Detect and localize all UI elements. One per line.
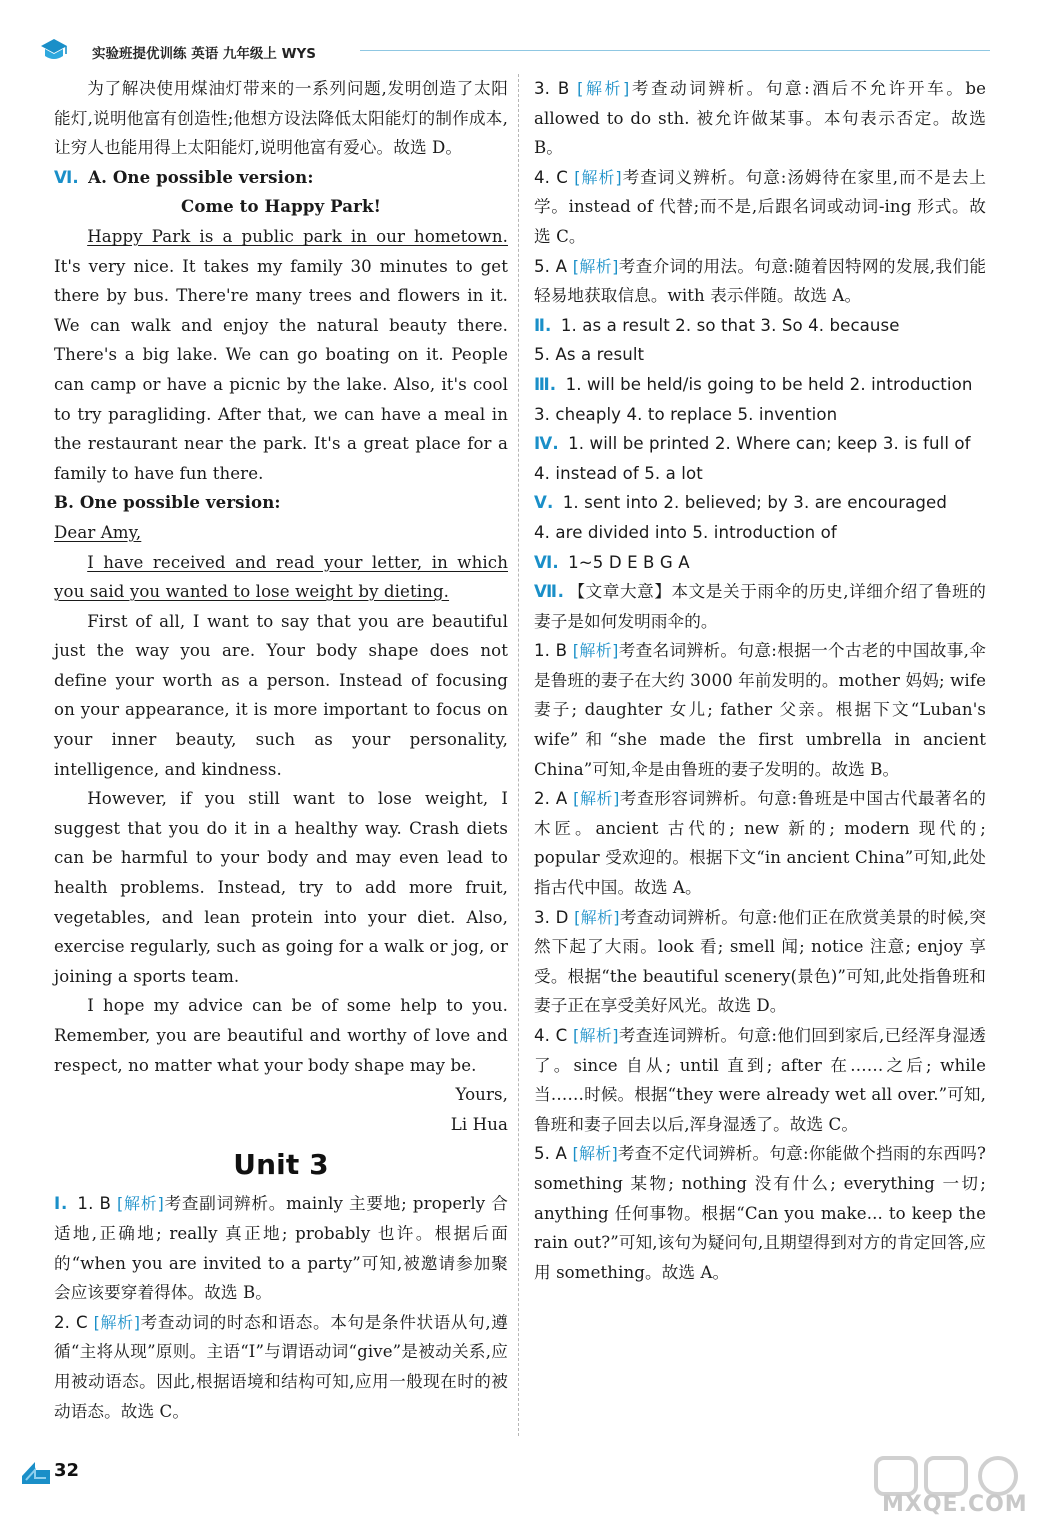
- article-summary: 【文章大意】本文是关于雨伞的历史,详细介绍了鲁班的妻子是如何发明雨伞的。: [534, 582, 986, 631]
- letter-paragraph-3: However, if you still want to lose weight, I suggest that you do it in a healthy way. Crash diets can be harmful to your body and may even lead to health problems. Instead, try to add more fruit, vegetables, and lean protein into your diet. Also, exercise regularly, such as going for a walk or jog, or joining a sports team.: [54, 789, 508, 986]
- essay-a-first-sentence: Happy Park is a public park in our hometown.: [87, 226, 508, 246]
- analysis-tag: [解析]: [574, 167, 622, 187]
- column-divider: [518, 74, 519, 1436]
- section-ii-line-2: 5. As a result: [534, 345, 645, 365]
- answer-number: 5. A: [534, 256, 568, 276]
- answer-number: 3. D: [534, 907, 569, 927]
- unit-title: Unit 3: [233, 1148, 329, 1182]
- reading-answer-2: [534, 784, 986, 902]
- section-iv-line-1: [534, 429, 986, 459]
- letter-salutation-text: Dear Amy,: [54, 522, 142, 542]
- section-vi-line: [534, 548, 986, 578]
- answer-q5: [534, 252, 986, 311]
- essay-a-body: [54, 222, 508, 488]
- analysis-text: 考查动词的时态和语态。本句是条件状语从句,遵循“主将从现”原则。主语“I”与谓语动词“give”是被动关系,应用被动语态。因此,根据语境和结构可知,应用一般现在时的被动语态。故选 C。: [54, 1312, 509, 1421]
- section-roman-numeral: Ⅶ.: [534, 582, 564, 602]
- section-iv-line-2: 4. instead of 5. a lot: [534, 463, 703, 483]
- page-number: 32: [54, 1460, 80, 1481]
- section-roman-numeral: Ⅱ.: [534, 315, 552, 335]
- answer-number: 2. C: [54, 1312, 88, 1332]
- analysis-text: 考查动词辨析。句意:酒后不允许开车。be allowed to do sth. 被允许做某事。本句表示否定。故选 B。: [534, 79, 986, 158]
- section-iii-line-1: [534, 370, 986, 400]
- section-vi-answers: 1~5 D E B G A: [568, 552, 690, 572]
- essay-a-title: Come to Happy Park!: [181, 196, 381, 217]
- section-roman-numeral: Ⅲ.: [534, 374, 557, 394]
- analysis-tag: [解析]: [572, 1026, 619, 1045]
- section-vii-intro: [534, 577, 986, 636]
- analysis-text: 考查动词辨析。句意:他们正在欣赏美景的时候,突然下起了大雨。look 看; smell 闻; notice 注意; enjoy 享受。根据“the beautiful scenery(景色)”可知,此处指鲁班和妻子正在享受美好风光。故选 D。: [534, 907, 987, 1016]
- header-title: 实验班提优训练 英语 九年级上 WYS: [92, 46, 316, 62]
- analysis-text: 考查形容词辨析。句意:鲁班是中国古代最著名的木匠。ancient 古代的; new 新的; modern 现代的; popular 受欢迎的。根据下文“in ancient China”可知,此处指古代中国。故选 A。: [534, 789, 987, 898]
- continued-paragraph: 为了解决使用煤油灯带来的一系列问题,发明创造了太阳能灯,说明他富有创造性;他想方设法降低太阳能灯的制作成本,让穷人也能用得上太阳能灯,说明他富有爱心。故选 D。: [54, 79, 508, 158]
- answer-q4: [534, 163, 986, 252]
- essay-a-rest: It's very nice. It takes my family 30 minutes to get there by bus. There're many trees and flowers in it. We can walk and enjoy the natural beauty there. There's a big lake. We can go boating on it. People can camp or have a picnic by the lake. Also, it's cool to try paragliding. After that, we can have a meal in the restaurant near the park. It's a great place for a family to have fun there.: [54, 256, 508, 483]
- answer-number: 3. B: [534, 79, 570, 98]
- page-footer: [20, 1458, 90, 1494]
- answer-q3: [534, 74, 986, 163]
- analysis-text: 考查不定代词辨析。句意:你能做个挡雨的东西吗? something 某物; nothing 没有什么; everything 一切; anything 任何事物。根据“Can you make... to keep the rain out?”可知,该句为疑问句,且期望得到对方的肯定回答,应用 something。故选 A。: [534, 1144, 987, 1282]
- section-roman-numeral: Ⅵ.: [54, 167, 79, 187]
- analysis-tag: [解析]: [574, 907, 620, 927]
- letter-salutation: [54, 518, 508, 548]
- answer-number: 1. B: [77, 1194, 111, 1214]
- analysis-tag: [解析]: [117, 1194, 164, 1214]
- analysis-text: 考查介词的用法。句意:随着因特网的发展,我们能轻易地获取信息。with 表示伴随。故选 A。: [534, 256, 987, 306]
- version-b-label: B. One possible version:: [54, 492, 281, 513]
- right-column: [534, 74, 986, 1287]
- unit3-section-roman: Ⅰ.: [54, 1194, 68, 1214]
- answer-number: 4. C: [534, 167, 568, 187]
- letter-paragraph-2: First of all, I want to say that you are beautiful just the way you are. Your body shape does not define your worth as a person. Instead of focusing on your appearance, it is more important to focus on your inner beauty, such as your personality, intelligence, and kindness.: [54, 611, 508, 779]
- letter-closing: Yours,: [455, 1085, 508, 1105]
- section-iv-answers: 1. will be printed 2. Where can; keep 3. is full of: [568, 434, 971, 454]
- analysis-text: 考查名词辨析。句意:根据一个古老的中国故事,伞是鲁班的妻子在大约 3000 年前发明的。mother 妈妈; wife 妻子; daughter 女儿; father 父亲。根据下文“Luban's wife”和“she made the first umbrella in ancient China”可知,伞是由鲁班的妻子发明的。故选 B。: [534, 641, 986, 779]
- section-iii-line-2: 3. cheaply 4. to replace 5. invention: [534, 404, 838, 424]
- unit3-q1: [54, 1189, 508, 1307]
- reading-answer-5: [534, 1139, 986, 1287]
- analysis-tag: [解析]: [573, 789, 620, 809]
- letter-paragraph-4: I hope my advice can be of some help to you. Remember, you are beautiful and worthy of love and respect, no matter what your body shape may be.: [54, 996, 508, 1075]
- section-ii-answers: 1. as a result 2. so that 3. So 4. because: [560, 315, 900, 335]
- analysis-text: 考查连词辨析。句意:他们回到家后,已经浑身湿透了。since 自从; until 直到; after 在……之后; while 当……时候。根据“they were already wet all over.”可知,鲁班和妻子回去以后,浑身湿透了。故选 C。: [534, 1026, 986, 1134]
- section-v-line-2: 4. are divided into 5. introduction of: [534, 522, 837, 542]
- header-rule: [360, 50, 990, 51]
- reading-answer-3: [534, 903, 986, 1021]
- section-iii-answers: 1. will be held/is going to be held 2. introduction: [565, 374, 973, 394]
- letter-paragraph-1-text: I have received and read your letter, in which you said you wanted to lose weight by dieting.: [54, 552, 508, 602]
- left-column: [54, 74, 508, 1426]
- analysis-tag: [解析]: [93, 1312, 141, 1332]
- watermark-text: MXQE.COM: [882, 1492, 1028, 1517]
- analysis-tag: [解析]: [572, 256, 619, 276]
- answer-number: 1. B: [534, 641, 568, 661]
- unit3-q2: [54, 1308, 508, 1426]
- answer-number: 5. A: [534, 1144, 567, 1164]
- analysis-text: 考查副词辨析。mainly 主要地; properly 合适地,正确地; really 真正地; probably 也许。根据后面的“when you are invited to a party”可知,被邀请参加聚会应该要穿着得体。故选 B。: [54, 1194, 508, 1303]
- section-roman-numeral: Ⅴ.: [534, 493, 554, 513]
- letter-signature: Li Hua: [450, 1114, 508, 1134]
- analysis-tag: [解析]: [572, 641, 619, 661]
- section-roman-numeral: Ⅵ.: [534, 552, 559, 572]
- page-header: [40, 36, 990, 70]
- watermark-logo: [870, 1454, 1030, 1530]
- section-roman-numeral: Ⅳ.: [534, 434, 559, 454]
- version-a-label: A. One possible version:: [88, 166, 314, 187]
- letter-paragraph-1: [54, 548, 508, 607]
- section-vi-a-heading: [54, 163, 508, 193]
- page-badge-icon: [20, 1458, 54, 1492]
- answer-number: 4. C: [534, 1026, 568, 1045]
- analysis-tag: [解析]: [572, 1144, 618, 1164]
- reading-answer-4: [534, 1021, 986, 1139]
- book-logo-icon: [40, 38, 68, 64]
- analysis-text: 考查词义辨析。句意:汤姆待在家里,而不是去上学。instead of 代替;而不是,后跟名词或动词-ing 形式。故选 C。: [534, 167, 987, 246]
- reading-answer-1: [534, 636, 986, 784]
- answer-number: 2. A: [534, 789, 568, 809]
- section-v-line-1: [534, 488, 986, 518]
- section-ii-line-1: [534, 311, 986, 341]
- analysis-tag: [解析]: [577, 79, 630, 98]
- section-v-answers: 1. sent into 2. believed; by 3. are encouraged: [562, 493, 947, 513]
